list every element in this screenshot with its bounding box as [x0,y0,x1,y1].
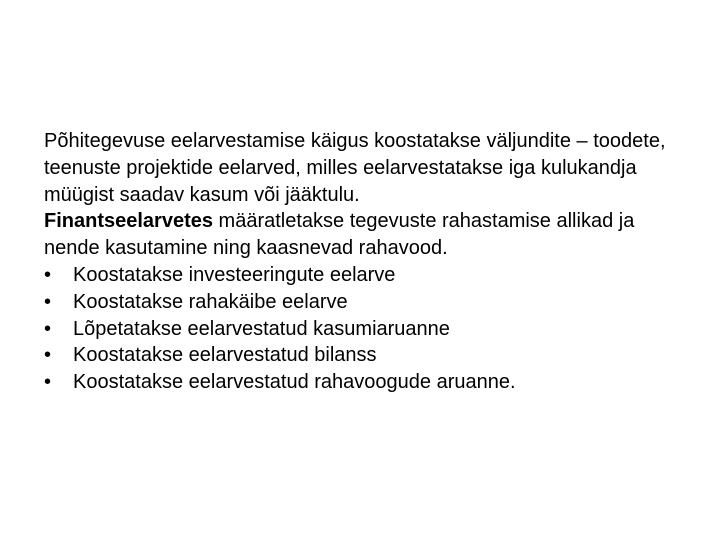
bullet-list [44,262,694,396]
list-item-text: Lõpetatakse eelarvestatud kasumiaruanne [73,317,450,340]
list-item-text: Koostatakse eelarvestatud rahavoogude aruanne. [73,371,516,394]
bullet-icon: • [44,317,52,340]
paragraph-financial-budgets [44,208,694,262]
list-item [44,316,694,343]
list-item [44,262,694,289]
list-item-text: Koostatakse rahakäibe eelarve [73,290,348,313]
list-item [44,369,694,396]
slide-body [44,128,694,396]
paragraph-operating-budget: Põhitegevuse eelarvestamise käigus koostatakse väljundite – toodete, teenuste projektide eelarved, milles eelarvestatakse iga kulukandja müügist saadav kasum või jääktulu. [44,130,666,206]
list-item [44,342,694,369]
paragraph-financial-budgets-text: määratletakse tegevuste rahastamise allikad ja nende kasutamine ning kaasnevad rahavood. [44,210,635,260]
bullet-icon: • [44,344,52,367]
bullet-icon: • [44,290,52,313]
bullet-icon: • [44,371,52,394]
list-item-text: Koostatakse investeeringute eelarve [73,263,396,286]
bullet-icon: • [44,263,52,286]
list-item [44,289,694,316]
list-item-text: Koostatakse eelarvestatud bilanss [73,344,377,367]
term-financial-budgets: Finantseelarvetes [44,210,213,233]
